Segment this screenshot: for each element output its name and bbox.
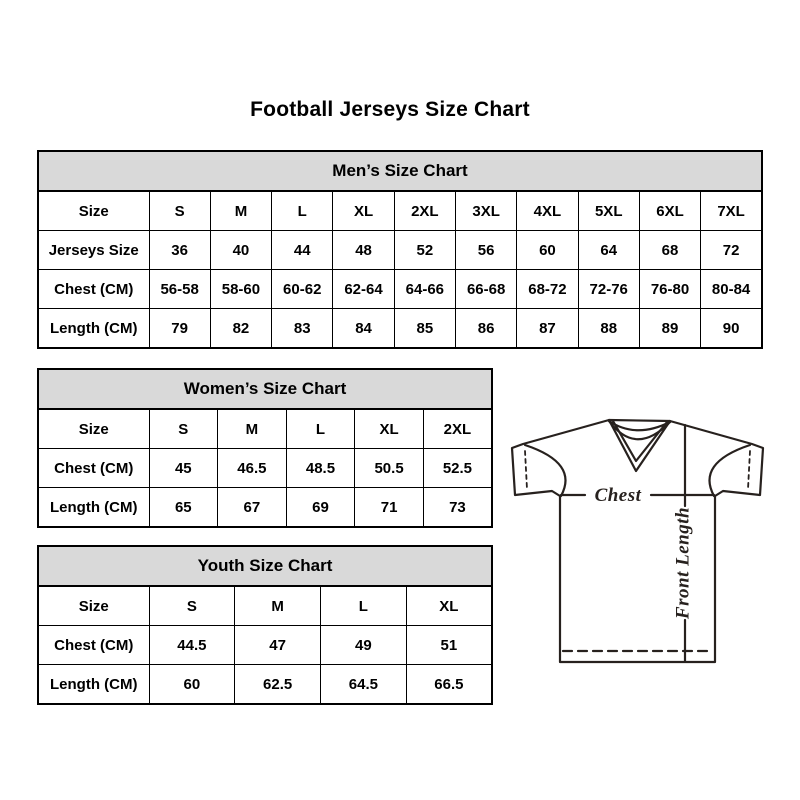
size-value-cell: 60-62 <box>272 270 333 309</box>
womens-size-chart-table <box>37 368 493 528</box>
row-label: Size <box>38 409 149 449</box>
size-value-cell: 45 <box>149 449 218 488</box>
size-value-cell: S <box>149 191 210 231</box>
size-value-cell: 83 <box>272 309 333 349</box>
size-value-cell: XL <box>333 191 394 231</box>
size-value-cell: M <box>210 191 271 231</box>
table-title: Youth Size Chart <box>38 546 492 586</box>
table-row <box>38 488 492 528</box>
size-value-cell: 67 <box>218 488 287 528</box>
size-value-cell: 3XL <box>455 191 516 231</box>
size-value-cell: 2XL <box>423 409 492 449</box>
chest-label: Chest <box>594 485 642 506</box>
size-value-cell: XL <box>406 586 492 626</box>
size-value-cell: 64 <box>578 231 639 270</box>
size-value-cell: 79 <box>149 309 210 349</box>
row-label: Jerseys Size <box>38 231 149 270</box>
size-value-cell: 82 <box>210 309 271 349</box>
mens-size-chart-table <box>37 150 763 349</box>
size-value-cell: 69 <box>286 488 355 528</box>
size-value-cell: 5XL <box>578 191 639 231</box>
row-label: Length (CM) <box>38 488 149 528</box>
size-value-cell: 36 <box>149 231 210 270</box>
front-length-label: Front Length <box>672 506 694 620</box>
size-value-cell: 85 <box>394 309 455 349</box>
size-value-cell: 48 <box>333 231 394 270</box>
size-value-cell: 46.5 <box>218 449 287 488</box>
size-value-cell: 56-58 <box>149 270 210 309</box>
size-value-cell: 73 <box>423 488 492 528</box>
size-value-cell: 66.5 <box>406 665 492 705</box>
table-header-row <box>38 369 492 409</box>
size-value-cell: 88 <box>578 309 639 349</box>
table-row <box>38 270 762 309</box>
row-label: Size <box>38 191 149 231</box>
table-title: Women’s Size Chart <box>38 369 492 409</box>
size-value-cell: 44 <box>272 231 333 270</box>
size-value-cell: 51 <box>406 626 492 665</box>
size-value-cell: XL <box>355 409 424 449</box>
table-row <box>38 626 492 665</box>
size-value-cell: 64-66 <box>394 270 455 309</box>
size-value-cell: 66-68 <box>455 270 516 309</box>
size-value-cell: 48.5 <box>286 449 355 488</box>
jersey-measurement-diagram <box>505 413 770 668</box>
size-value-cell: 6XL <box>639 191 700 231</box>
row-label: Length (CM) <box>38 665 149 705</box>
table-row <box>38 191 762 231</box>
table-row <box>38 409 492 449</box>
size-value-cell: 80-84 <box>701 270 762 309</box>
table-row <box>38 231 762 270</box>
size-value-cell: 58-60 <box>210 270 271 309</box>
size-value-cell: 64.5 <box>321 665 407 705</box>
table-header-row <box>38 151 762 191</box>
size-value-cell: 44.5 <box>149 626 235 665</box>
table-title: Men’s Size Chart <box>38 151 762 191</box>
size-value-cell: M <box>235 586 321 626</box>
size-value-cell: 60 <box>517 231 578 270</box>
size-value-cell: 65 <box>149 488 218 528</box>
size-value-cell: 4XL <box>517 191 578 231</box>
size-value-cell: 60 <box>149 665 235 705</box>
table-row <box>38 665 492 705</box>
size-value-cell: 76-80 <box>639 270 700 309</box>
size-value-cell: 72 <box>701 231 762 270</box>
row-label: Chest (CM) <box>38 449 149 488</box>
size-value-cell: 2XL <box>394 191 455 231</box>
size-value-cell: 62-64 <box>333 270 394 309</box>
table-row <box>38 586 492 626</box>
table-row <box>38 449 492 488</box>
size-value-cell: 71 <box>355 488 424 528</box>
size-value-cell: L <box>286 409 355 449</box>
size-value-cell: 86 <box>455 309 516 349</box>
size-value-cell: 68-72 <box>517 270 578 309</box>
size-value-cell: 84 <box>333 309 394 349</box>
size-value-cell: 52 <box>394 231 455 270</box>
size-value-cell: L <box>272 191 333 231</box>
size-value-cell: 40 <box>210 231 271 270</box>
size-value-cell: 49 <box>321 626 407 665</box>
size-value-cell: M <box>218 409 287 449</box>
row-label: Length (CM) <box>38 309 149 349</box>
size-value-cell: 72-76 <box>578 270 639 309</box>
size-value-cell: 68 <box>639 231 700 270</box>
size-value-cell: 56 <box>455 231 516 270</box>
page-title: Football Jerseys Size Chart <box>250 98 530 121</box>
size-value-cell: 52.5 <box>423 449 492 488</box>
size-value-cell: S <box>149 409 218 449</box>
size-value-cell: 89 <box>639 309 700 349</box>
size-value-cell: S <box>149 586 235 626</box>
youth-size-chart-table <box>37 545 493 705</box>
table-header-row <box>38 546 492 586</box>
size-value-cell: 90 <box>701 309 762 349</box>
size-value-cell: 62.5 <box>235 665 321 705</box>
size-value-cell: 7XL <box>701 191 762 231</box>
row-label: Chest (CM) <box>38 626 149 665</box>
row-label: Size <box>38 586 149 626</box>
row-label: Chest (CM) <box>38 270 149 309</box>
size-value-cell: 47 <box>235 626 321 665</box>
size-value-cell: 50.5 <box>355 449 424 488</box>
table-row <box>38 309 762 349</box>
size-value-cell: 87 <box>517 309 578 349</box>
size-value-cell: L <box>321 586 407 626</box>
